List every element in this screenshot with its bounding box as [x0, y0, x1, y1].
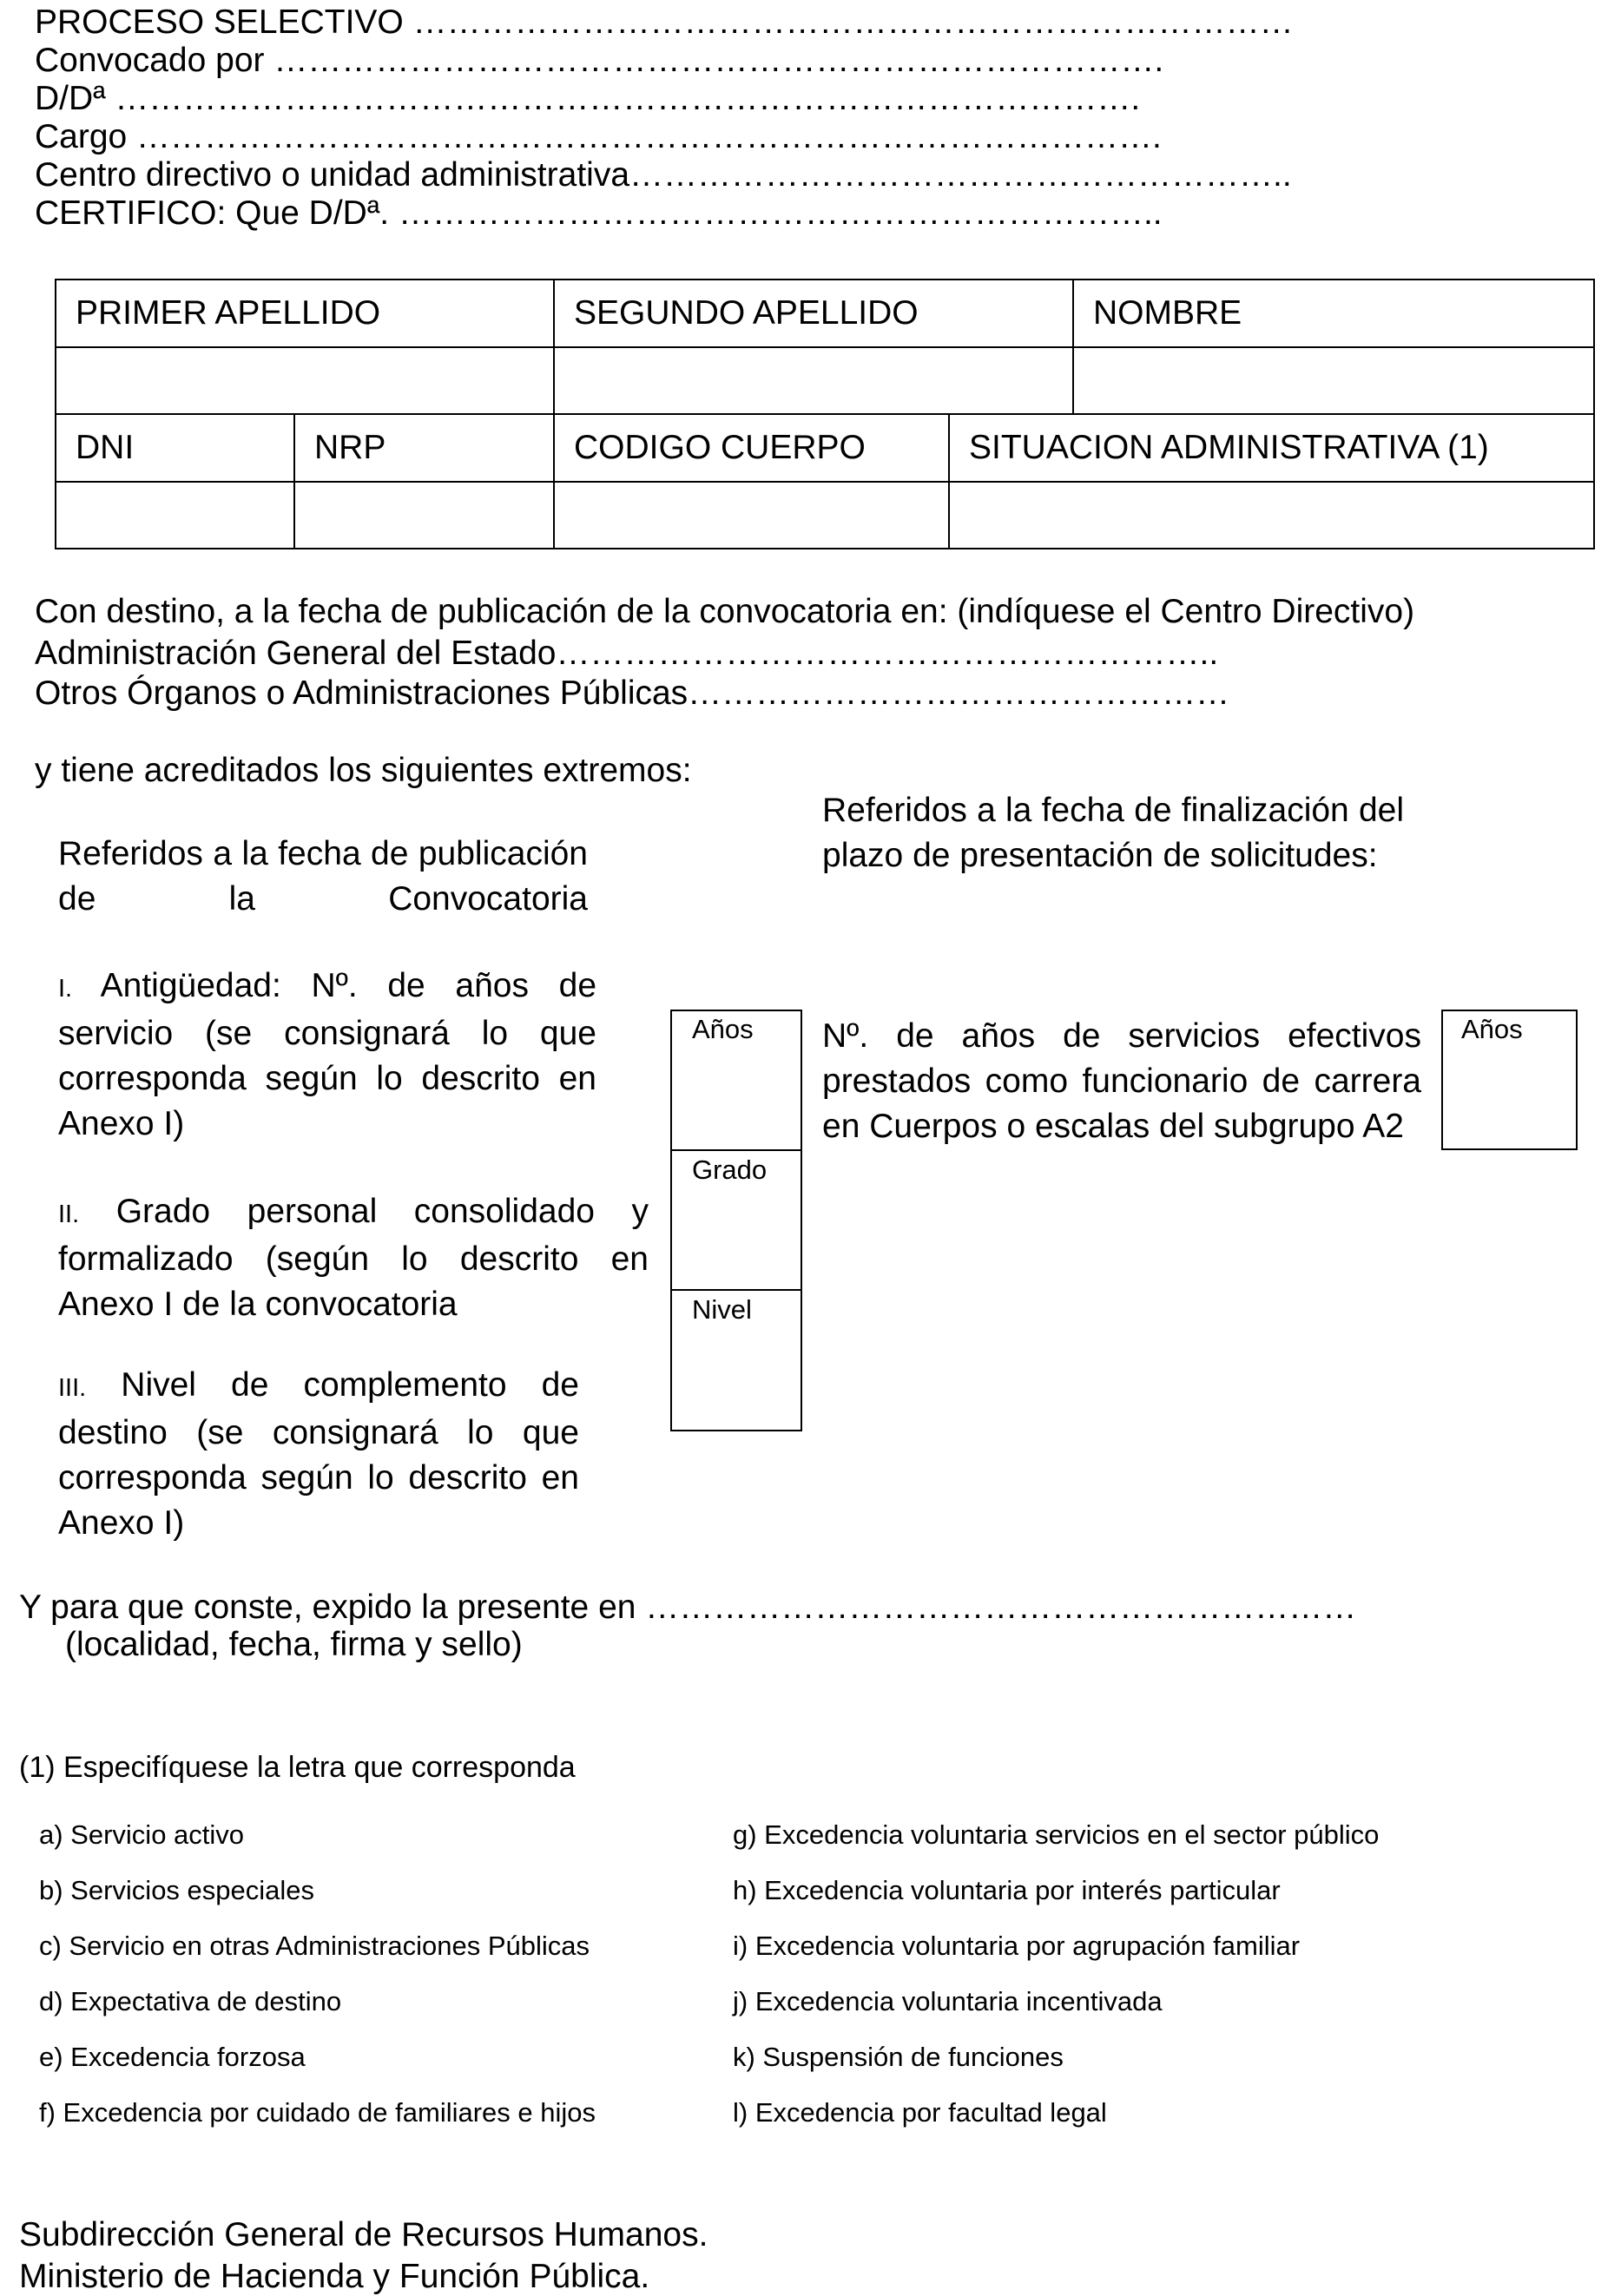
box-divider [670, 1289, 802, 1291]
footnote-title: (1) Especifíquese la letra que corresponda [19, 1751, 576, 1784]
footer-ministerio: Ministerio de Hacienda y Función Pública. [19, 2258, 650, 2295]
label-grado: Grado [692, 1155, 768, 1185]
option-b: b) Servicios especiales [39, 1875, 315, 1905]
header-segundo-apellido: SEGUNDO APELLIDO [554, 280, 1073, 347]
right-heading: Referidos a la fecha de finalización del plazo de presentación de solicitudes: [822, 792, 1404, 874]
label-anos: Años [692, 1014, 754, 1044]
header-codigo-cuerpo: CODIGO CUERPO [554, 414, 949, 482]
option-f: f) Excedencia por cuidado de familiares e hijos [39, 2097, 596, 2128]
destino-otros-organos: Otros Órganos o Administraciones Públicas………………………………………… [35, 674, 1230, 712]
option-i: i) Excedencia voluntaria por agrupación familiar [733, 1931, 1301, 1961]
item-number: II. [58, 1201, 80, 1228]
footer-subdireccion: Subdirección General de Recursos Humanos. [19, 2216, 708, 2253]
item-nivel [58, 1363, 579, 1546]
header-nrp: NRP [294, 414, 554, 482]
header-certifico: CERTIFICO: Que D/Dª. ………………………………………………………….. [35, 194, 1163, 232]
field-segundo-apellido[interactable] [554, 347, 1073, 415]
acreditados-text: y tiene acreditados los siguientes extremos: [35, 752, 692, 789]
option-d: d) Expectativa de destino [39, 1986, 342, 2016]
item-number: III. [58, 1374, 87, 1402]
header-proceso-selectivo: PROCESO SELECTIVO …………………………………………………………………… [35, 3, 1294, 41]
field-nrp[interactable] [294, 482, 554, 549]
field-situacion-administrativa[interactable] [949, 482, 1594, 549]
header-dd: D/Dª ………………………………………………………………………………. [35, 80, 1141, 117]
conste-line: Y para que conste, expido la presente en ……………………………………………………… [19, 1589, 1357, 1626]
header-nombre: NOMBRE [1073, 280, 1594, 347]
header-convocado-por: Convocado por ……………………………………………………………………. [35, 42, 1164, 79]
option-g: g) Excedencia voluntaria servicios en el sector público [733, 1819, 1380, 1850]
label-anos-right: Años [1461, 1014, 1523, 1044]
item-text: Nivel de complemento de destino (se consignará lo que corresponda según lo descrito en Anexo I) [58, 1366, 579, 1542]
destino-age: Administración General del Estado………………………………………………….. [35, 635, 1219, 672]
option-a: a) Servicio activo [39, 1819, 245, 1850]
header-situacion-administrativa: SITUACION ADMINISTRATIVA (1) [949, 414, 1594, 482]
destino-line1: Con destino, a la fecha de publicación de la convocatoria en: (indíquese el Centro Directivo) [35, 593, 1415, 630]
option-l: l) Excedencia por facultad legal [733, 2097, 1107, 2128]
item-text: Grado personal consolidado y formalizado (según lo descrito en Anexo I de la convocatoria [58, 1193, 649, 1323]
option-c: c) Servicio en otras Administraciones Públicas [39, 1931, 590, 1961]
option-e: e) Excedencia forzosa [39, 2042, 306, 2072]
values-box[interactable] [670, 1010, 802, 1431]
item-number: I. [58, 975, 73, 1003]
conste-localidad: (localidad, fecha, firma y sello) [65, 1626, 523, 1663]
header-centro-directivo: Centro directivo o unidad administrativa………………………………………………….. [35, 156, 1292, 194]
field-dni[interactable] [56, 482, 294, 549]
personal-data-table [55, 279, 1595, 549]
item-antiguedad [58, 964, 596, 1147]
option-k: k) Suspensión de funciones [733, 2042, 1064, 2072]
option-h: h) Excedencia voluntaria por interés particular [733, 1875, 1281, 1905]
field-codigo-cuerpo[interactable] [554, 482, 949, 549]
field-primer-apellido[interactable] [56, 347, 554, 415]
left-heading: Referidos a la fecha de publicación de la Convocatoria [58, 835, 588, 918]
label-nivel: Nivel [692, 1294, 752, 1325]
option-j: j) Excedencia voluntaria incentivada [733, 1986, 1163, 2016]
box-divider [670, 1149, 802, 1151]
header-cargo: Cargo ………………………………………………………………………………. [35, 118, 1162, 155]
item-grado [58, 1189, 649, 1327]
field-nombre[interactable] [1073, 347, 1594, 415]
right-item-anos-servicio: Nº. de años de servicios efectivos prestados como funcionario de carrera en Cuerpos o escalas del subgrupo A2 [822, 1017, 1421, 1145]
header-dni: DNI [56, 414, 294, 482]
header-primer-apellido: PRIMER APELLIDO [56, 280, 554, 347]
item-text: Antigüedad: Nº. de años de servicio (se consignará lo que corresponda según lo descrito en Anexo I) [58, 967, 597, 1142]
